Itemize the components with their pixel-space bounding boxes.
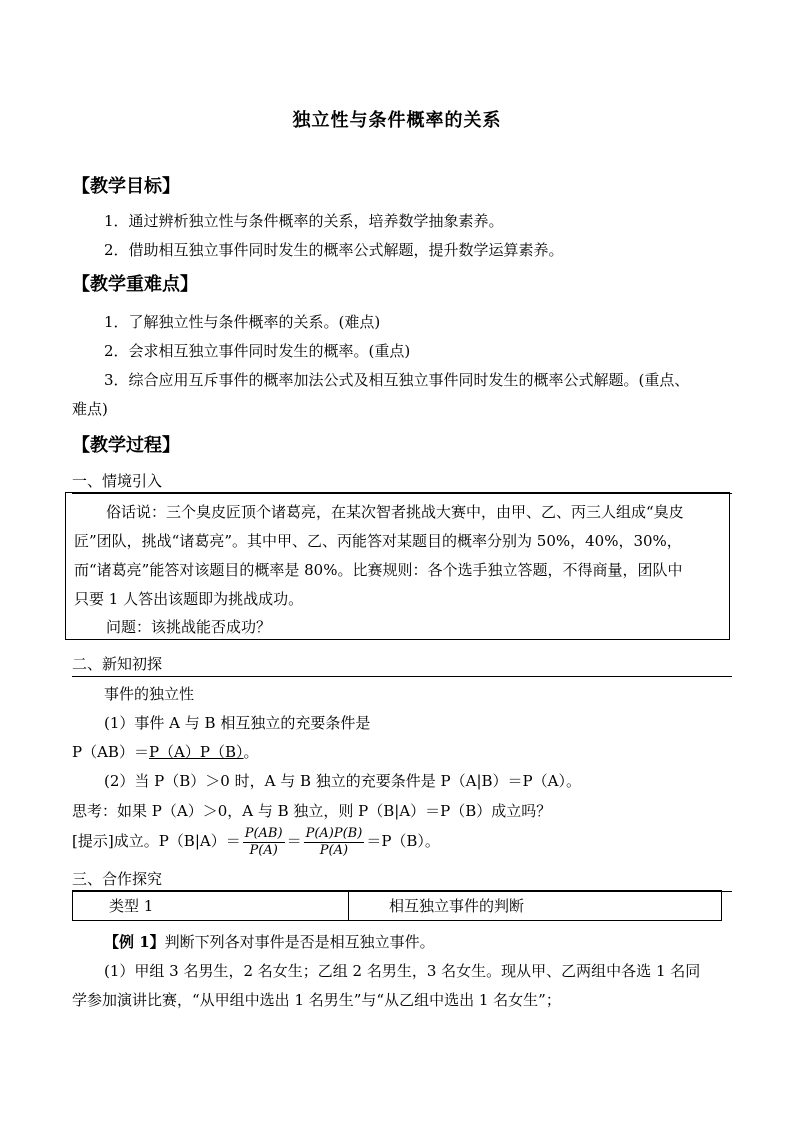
formula1-right: P（A）P（B） [148, 743, 244, 761]
example-label: 【例 1】 [104, 933, 165, 951]
independence-subtitle: 事件的独立性 [104, 685, 195, 703]
fraction-2-denominator: P(A) [319, 842, 349, 858]
part3-title: 三、合作探究 [72, 868, 732, 892]
fraction-1-denominator: P(A) [249, 842, 278, 858]
part1-title: 一、情境引入 [72, 470, 732, 494]
page-title: 独立性与条件概率的关系 [292, 110, 502, 131]
example-item-1-line-2: 学参加演讲比赛，“从甲组中选出 1 名男生”与“从乙组中选出 1 名女生”； [72, 991, 561, 1009]
fraction-2 [304, 826, 365, 859]
hint-prefix: [提示]成立。P（B|A）＝ [72, 832, 241, 850]
example-line [104, 932, 764, 952]
type-table [72, 890, 722, 921]
scenario-line-2: 匠”团队，挑战“诸葛亮”。其中甲、乙、丙能答对某题目的概率分别为 50%，40%，30%， [74, 532, 682, 550]
type-cell: 类型 1 [73, 891, 349, 920]
process-heading: 【教学过程】 [72, 435, 180, 456]
scenario-line-1: 俗话说：三个臭皮匠顶个诸葛亮，在某次智者挑战大赛中，由甲、乙、丙三人组成“臭皮 [106, 503, 684, 521]
scenario-line-4: 只要 1 人答出该题即为挑战成功。 [74, 590, 304, 608]
objective-item-2: 2．借助相互独立事件同时发生的概率公式解题，提升数学运算素养。 [104, 241, 564, 259]
fraction-1-numerator: P(AB) [244, 825, 283, 841]
hint-suffix: ＝P（B）。 [366, 832, 440, 850]
example-text: 判断下列各对事件是否是相互独立事件。 [164, 933, 435, 951]
formula-line-1 [72, 742, 732, 762]
condition-line-1: (1）事件 A 与 B 相互独立的充要条件是 [104, 714, 371, 732]
objectives-heading: 【教学目标】 [72, 176, 180, 197]
scenario-line-3: 而“诸葛亮”能答对该题目的概率是 80%。比赛规则：各个选手独立答题，不得商量，团队中 [74, 561, 683, 579]
topic-cell: 相互独立事件的判断 [389, 897, 525, 915]
fraction-2-numerator: P(A)P(B) [305, 825, 363, 841]
keypoint-item-2: 2．会求相互独立事件同时发生的概率。(重点) [104, 342, 411, 360]
keypoint-item-3-cont: 难点) [72, 400, 108, 418]
keypoint-item-1: 1．了解独立性与条件概率的关系。(难点) [104, 313, 381, 331]
keypoint-item-3: 3．综合应用互斥事件的概率加法公式及相互独立事件同时发生的概率公式解题。(重点、 [104, 371, 690, 389]
formula1-end: 。 [243, 743, 259, 761]
example-item-1-line-1: (1）甲组 3 名男生，2 名女生；乙组 2 名男生，3 名女生。现从甲、乙两组中各选 1 名同 [104, 962, 701, 980]
formula1-left: P（AB）＝ [72, 743, 149, 761]
objective-item-1: 1．通过辨析独立性与条件概率的关系，培养数学抽象素养。 [104, 212, 504, 230]
think-question: 思考：如果 P（A）＞0，A 与 B 独立，则 P（B|A）＝P（B）成立吗？ [72, 802, 552, 820]
keypoints-heading: 【教学重难点】 [72, 274, 198, 295]
hint-line: [提示]成立。P（B|A）＝ $\frac{P(AB)}{P(A)}$ ＝ $\frac{P(A)P(B)}{P(A)}$ ＝P（B）。 [72, 825, 440, 858]
condition-line-2: (2）当 P（B）＞0 时，A 与 B 独立的充要条件是 P（A|B）＝P（A）。 [104, 772, 581, 790]
fraction-1 [243, 826, 285, 859]
scenario-question: 问题：该挑战能否成功？ [106, 618, 272, 636]
scenario-box [65, 492, 730, 640]
part2-title: 二、新知初探 [72, 653, 732, 677]
